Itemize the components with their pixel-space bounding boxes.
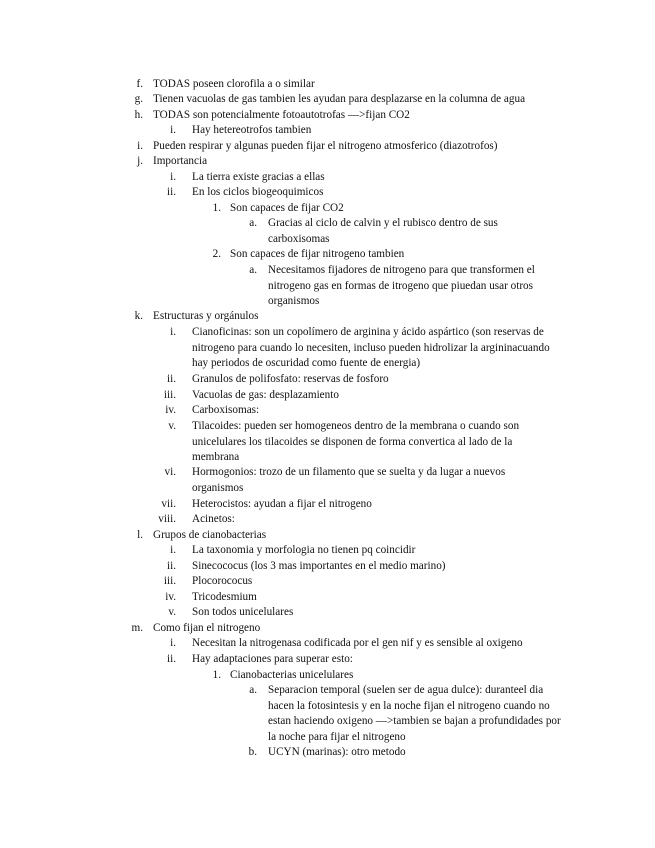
list-marker: f. (136, 78, 143, 90)
list-item-text: nitrogeno gas en formas de itrogeno que piuedan usar otros (268, 279, 534, 292)
list-item-text: Importancia (153, 155, 208, 167)
list-item-text: En los ciclos biogeoquimicos (192, 186, 324, 198)
list-item-text: Carboxisomas: (192, 404, 260, 416)
list-marker: ii. (166, 373, 176, 385)
list-item-text: la noche para fijar el nitrogeno (268, 730, 406, 743)
list-item-text: Son capaces de fijar nitrogeno tambien (230, 248, 405, 260)
list-marker: iv. (165, 404, 176, 416)
list-item-text: Acinetos: (192, 513, 235, 525)
list-item-text: Vacuolas de gas: desplazamiento (192, 389, 339, 401)
list-item-text: Necesitan la nitrogenasa codificada por el gen nif y es sensible al oxigeno (192, 637, 523, 649)
list-marker: b. (248, 746, 257, 758)
list-item-text: organismos (192, 481, 244, 494)
list-marker: a. (249, 684, 257, 696)
list-item-text: Como fijan el nitrogeno (153, 622, 261, 634)
list-item-text: Granulos de polifosfato: reservas de fosforo (192, 373, 389, 385)
list-marker: iii. (163, 389, 176, 401)
list-item-text: Necesitamos fijadores de nitrogeno para que transformen el (268, 264, 535, 276)
list-marker: i. (170, 171, 176, 183)
list-item-text: unicelulares los tilacoides se disponen de forma convertica al lado de la (192, 435, 513, 448)
list-item-text: Cianobacterias unicelulares (230, 669, 354, 681)
list-marker: ii. (166, 653, 176, 665)
list-item-text: membrana (192, 451, 240, 463)
list-item-text: organismos (268, 295, 320, 307)
list-item-text: hay periodos de oscuridad como fuente de energia) (192, 357, 421, 369)
list-marker: vii. (161, 498, 176, 510)
list-marker: 1. (212, 669, 221, 681)
list-marker: a. (249, 264, 257, 276)
list-marker: g. (134, 93, 143, 105)
list-marker: ii. (166, 186, 176, 198)
list-item-text: hacen la fotosintesis y en la noche fijan el nitrogeno cuando no (268, 699, 550, 712)
list-marker: k. (134, 310, 143, 322)
list-item-text: TODAS poseen clorofila a o similar (153, 78, 315, 90)
list-marker: v. (168, 420, 176, 432)
list-item-text: Hay hetereotrofos tambien (192, 124, 312, 136)
list-item-text: La taxonomia y morfologia no tienen pq coincidir (192, 544, 416, 556)
list-item-text: TODAS son potencialmente fotoautotrofas —>fijan CO2 (153, 109, 410, 121)
list-marker: iii. (163, 575, 176, 587)
list-item-text: nitrogeno para cuando lo necesiten, incluso pueden hidrolizar la argininacuando (192, 341, 550, 354)
list-item-text: Sinecococus (los 3 mas importantes en el medio marino) (192, 560, 446, 572)
list-marker: vi. (164, 466, 176, 478)
list-marker: i. (137, 140, 143, 152)
list-item-text: Pueden respirar y algunas pueden fijar el nitrogeno atmosferico (diazotrofos) (153, 140, 498, 152)
list-item-text: Tilacoides: pueden ser homogeneos dentro de la membrana o cuando son (192, 420, 520, 432)
list-marker: i. (170, 544, 176, 556)
list-item-text: Plocorococus (192, 575, 253, 587)
list-marker: i. (170, 637, 176, 649)
list-marker: l. (137, 529, 143, 541)
list-item-text: Separacion temporal (suelen ser de agua dulce): duranteel dia (268, 684, 544, 696)
list-marker: i. (170, 124, 176, 136)
list-item-text: Estructuras y orgánulos (153, 310, 259, 322)
list-item-text: Grupos de cianobacterias (153, 529, 267, 541)
list-marker: viii. (158, 513, 176, 525)
list-item-text: Gracias al ciclo de calvin y el rubisco dentro de sus (268, 217, 498, 229)
list-item-text: Cianoficinas: son un copolímero de arginina y ácido aspártico (son reservas de (192, 326, 544, 338)
list-item-text: Son todos unicelulares (192, 606, 294, 618)
list-marker: m. (131, 622, 143, 634)
list-item-text: Tienen vacuolas de gas tambien les ayudan para desplazarse en la columna de agua (153, 93, 526, 105)
list-marker: i. (170, 326, 176, 338)
list-marker: ii. (166, 560, 176, 572)
list-item-text: estan haciendo oxigeno —>tambien se bajan a profundidades por (268, 715, 561, 727)
list-marker: 1. (212, 202, 221, 214)
list-item-text: UCYN (marinas): otro metodo (268, 746, 406, 758)
list-marker: v. (168, 606, 176, 618)
list-marker: h. (134, 109, 143, 121)
list-marker: j. (137, 155, 143, 167)
list-item-text: Hormogonios: trozo de un filamento que se suelta y da lugar a nuevos (192, 466, 506, 478)
list-item-text: carboxisomas (268, 232, 330, 245)
list-marker: 2. (212, 248, 221, 260)
list-item-text: Tricodesmium (192, 591, 257, 603)
list-marker: iv. (165, 591, 176, 603)
list-item-text: Son capaces de fijar CO2 (230, 202, 344, 214)
list-marker: a. (249, 217, 257, 229)
list-item-text: Hay adaptaciones para superar esto: (192, 653, 353, 665)
list-item-text: La tierra existe gracias a ellas (192, 171, 325, 183)
list-item-text: Heterocistos: ayudan a fijar el nitrogeno (192, 498, 372, 510)
